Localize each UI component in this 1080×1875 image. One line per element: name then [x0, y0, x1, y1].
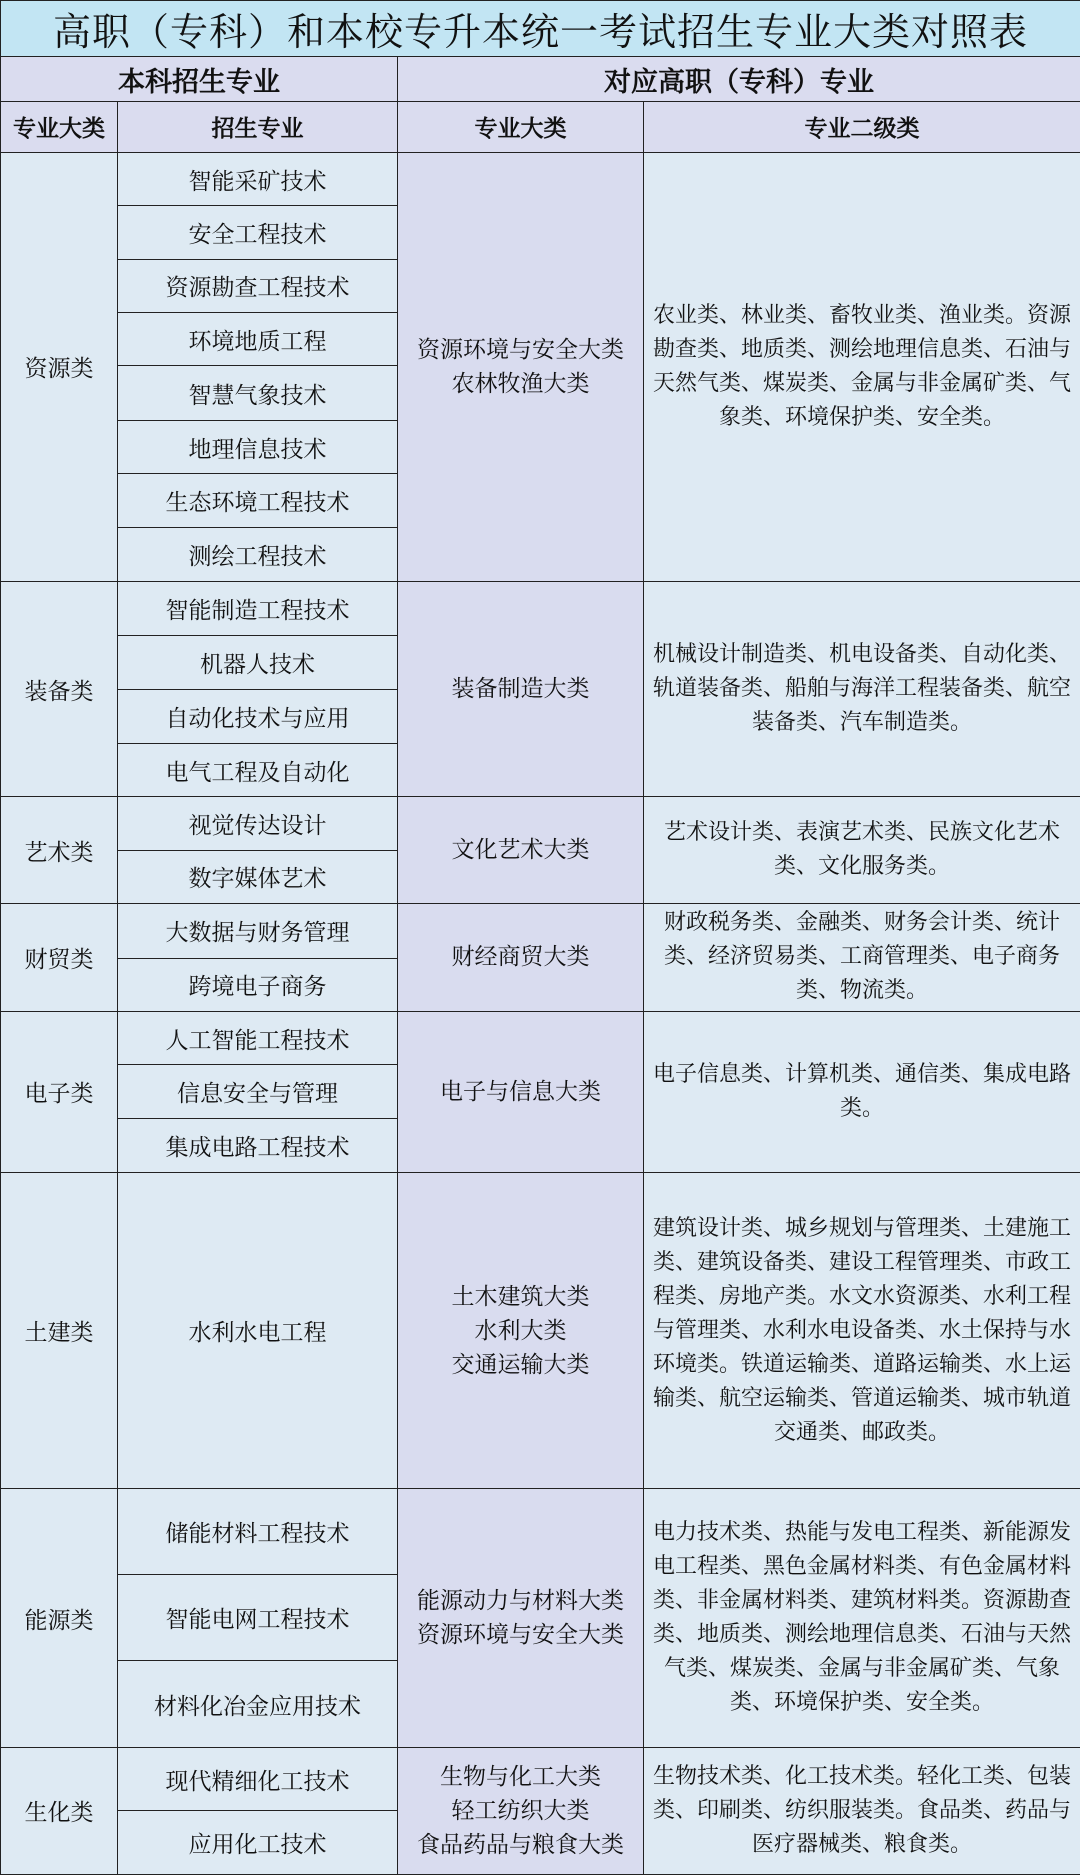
- major-cell: 资源勘查工程技术: [118, 259, 398, 312]
- major-cell: 信息安全与管理: [118, 1065, 398, 1118]
- vocational-category-line: 电子与信息大类: [440, 1078, 601, 1105]
- category-cell: 装备类: [1, 581, 118, 796]
- major-cell: 智能采矿技术: [118, 153, 398, 206]
- category-cell: 资源类: [1, 153, 118, 582]
- major-cell: 自动化技术与应用: [118, 689, 398, 743]
- major-cell: 材料化冶金应用技术: [118, 1661, 398, 1748]
- section-header-vocational: 对应高职（专科）专业: [398, 57, 1080, 101]
- secondary-category-text: 财政税务类、金融类、财务会计类、统计类、经济贸易类、工商管理类、电子商务类、物流类。: [664, 910, 1061, 1004]
- category-cell: 财贸类: [1, 904, 118, 1012]
- vocational-category-line: 文化艺术大类: [451, 837, 590, 864]
- category-cell: 生化类: [1, 1747, 118, 1874]
- vocational-category-cell: [398, 797, 644, 904]
- major-cell: 环境地质工程: [118, 313, 398, 366]
- vocational-category-line: 食品药品与粮食大类: [417, 1831, 624, 1858]
- vocational-category-line: 资源环境与安全大类: [417, 336, 624, 363]
- table-row: [1, 1747, 1080, 1810]
- major-cell: 智能电网工程技术: [118, 1574, 398, 1661]
- secondary-category-text: 电子信息类、计算机类、通信类、集成电路类。: [653, 1061, 1072, 1121]
- vocational-category-line: 能源动力与材料大类: [417, 1588, 624, 1615]
- vocational-category-line: 轻工纺织大类: [451, 1797, 590, 1824]
- column-header-category: 专业大类: [1, 101, 118, 152]
- major-cell: 人工智能工程技术: [118, 1011, 398, 1064]
- major-cell: 安全工程技术: [118, 206, 398, 259]
- vocational-category-cell: [398, 581, 644, 796]
- vocational-category-line: 资源环境与安全大类: [417, 1622, 624, 1649]
- vocational-category-cell: [398, 904, 644, 1012]
- major-cell: 测绘工程技术: [118, 527, 398, 581]
- major-cell: 集成电路工程技术: [118, 1118, 398, 1172]
- table-row: [1, 581, 1080, 635]
- major-cell: 地理信息技术: [118, 420, 398, 473]
- column-header-major: 招生专业: [118, 101, 398, 152]
- vocational-category-cell: [398, 1747, 644, 1874]
- major-cell: 智能制造工程技术: [118, 581, 398, 635]
- major-cell: 视觉传达设计: [118, 797, 398, 850]
- major-cell: 水利水电工程: [118, 1172, 398, 1488]
- secondary-category-cell: [644, 1011, 1080, 1172]
- table-row: [1, 1489, 1080, 1575]
- secondary-category-cell: [644, 904, 1080, 1012]
- category-cell: 电子类: [1, 1011, 118, 1172]
- table-row: [1, 1011, 1080, 1064]
- vocational-category-line: 交通运输大类: [451, 1351, 590, 1378]
- major-cell: 现代精细化工技术: [118, 1747, 398, 1810]
- major-cell: 机器人技术: [118, 636, 398, 689]
- column-header-secondary: 专业二级类: [644, 101, 1080, 152]
- secondary-category-text: 艺术设计类、表演艺术类、民族文化艺术类、文化服务类。: [664, 820, 1061, 880]
- vocational-category-cell: [398, 153, 644, 582]
- secondary-category-cell: [644, 153, 1080, 582]
- table-row: [1, 797, 1080, 850]
- secondary-category-cell: [644, 797, 1080, 904]
- category-cell: 艺术类: [1, 797, 118, 904]
- vocational-category-cell: [398, 1489, 644, 1748]
- major-cell: 应用化工技术: [118, 1811, 398, 1875]
- vocational-category-cell: [398, 1011, 644, 1172]
- section-header-undergraduate: 本科招生专业: [1, 57, 398, 101]
- vocational-category-line: 生物与化工大类: [440, 1763, 601, 1790]
- category-cell: 能源类: [1, 1489, 118, 1748]
- major-cell: 大数据与财务管理: [118, 904, 398, 958]
- category-cell: 土建类: [1, 1172, 118, 1488]
- secondary-category-text: 生物技术类、化工技术类。轻化工类、包装类、印刷类、纺织服装类。食品类、药品与医疗器械类、粮食类。: [653, 1763, 1072, 1857]
- vocational-category-line: 财经商贸大类: [451, 944, 590, 971]
- major-cell: 储能材料工程技术: [118, 1489, 398, 1575]
- table-row: [1, 904, 1080, 958]
- vocational-category-line: 农林牧渔大类: [451, 370, 590, 397]
- table-row: [1, 1172, 1080, 1488]
- major-cell: 数字媒体艺术: [118, 850, 398, 903]
- secondary-category-cell: [644, 1747, 1080, 1874]
- major-cell: 生态环境工程技术: [118, 474, 398, 527]
- major-cell: 智慧气象技术: [118, 366, 398, 420]
- secondary-category-text: 机械设计制造类、机电设备类、自动化类、轨道装备类、船舶与海洋工程装备类、航空装备类、汽车制造类。: [653, 642, 1072, 736]
- secondary-category-cell: [644, 1172, 1080, 1488]
- vocational-category-line: 水利大类: [474, 1317, 567, 1344]
- vocational-category-cell: [398, 1172, 644, 1488]
- major-cell: 跨境电子商务: [118, 958, 398, 1011]
- vocational-category-line: 装备制造大类: [451, 676, 590, 703]
- secondary-category-text: 电力技术类、热能与发电工程类、新能源发电工程类、黑色金属材料类、有色金属材料类、非金属材料类、建筑材料类。资源勘查类、地质类、测绘地理信息类、石油与天然气类、煤炭类、金属与非金属矿类、气象类、环境保护类、安全类。: [653, 1520, 1072, 1716]
- secondary-category-text: 农业类、林业类、畜牧业类、渔业类。资源勘查类、地质类、测绘地理信息类、石油与天然气类、煤炭类、金属与非金属矿类、气象类、环境保护类、安全类。: [653, 302, 1072, 430]
- major-cell: 电气工程及自动化: [118, 744, 398, 797]
- secondary-category-cell: [644, 581, 1080, 796]
- table-title: 高职（专科）和本校专升本统一考试招生专业大类对照表: [1, 1, 1080, 57]
- secondary-category-text: 建筑设计类、城乡规划与管理类、土建施工类、建筑设备类、建设工程管理类、市政工程类、房地产类。水文水资源类、水利工程与管理类、水利水电设备类、水土保持与水环境类。铁道运输类、道路运输类、水上运输类、航空运输类、管道运输类、城市轨道交通类、邮政类。: [653, 1215, 1072, 1445]
- vocational-category-line: 土木建筑大类: [451, 1283, 590, 1310]
- table-row: [1, 153, 1080, 206]
- secondary-category-cell: [644, 1489, 1080, 1748]
- column-header-vocational-category: 专业大类: [398, 101, 644, 152]
